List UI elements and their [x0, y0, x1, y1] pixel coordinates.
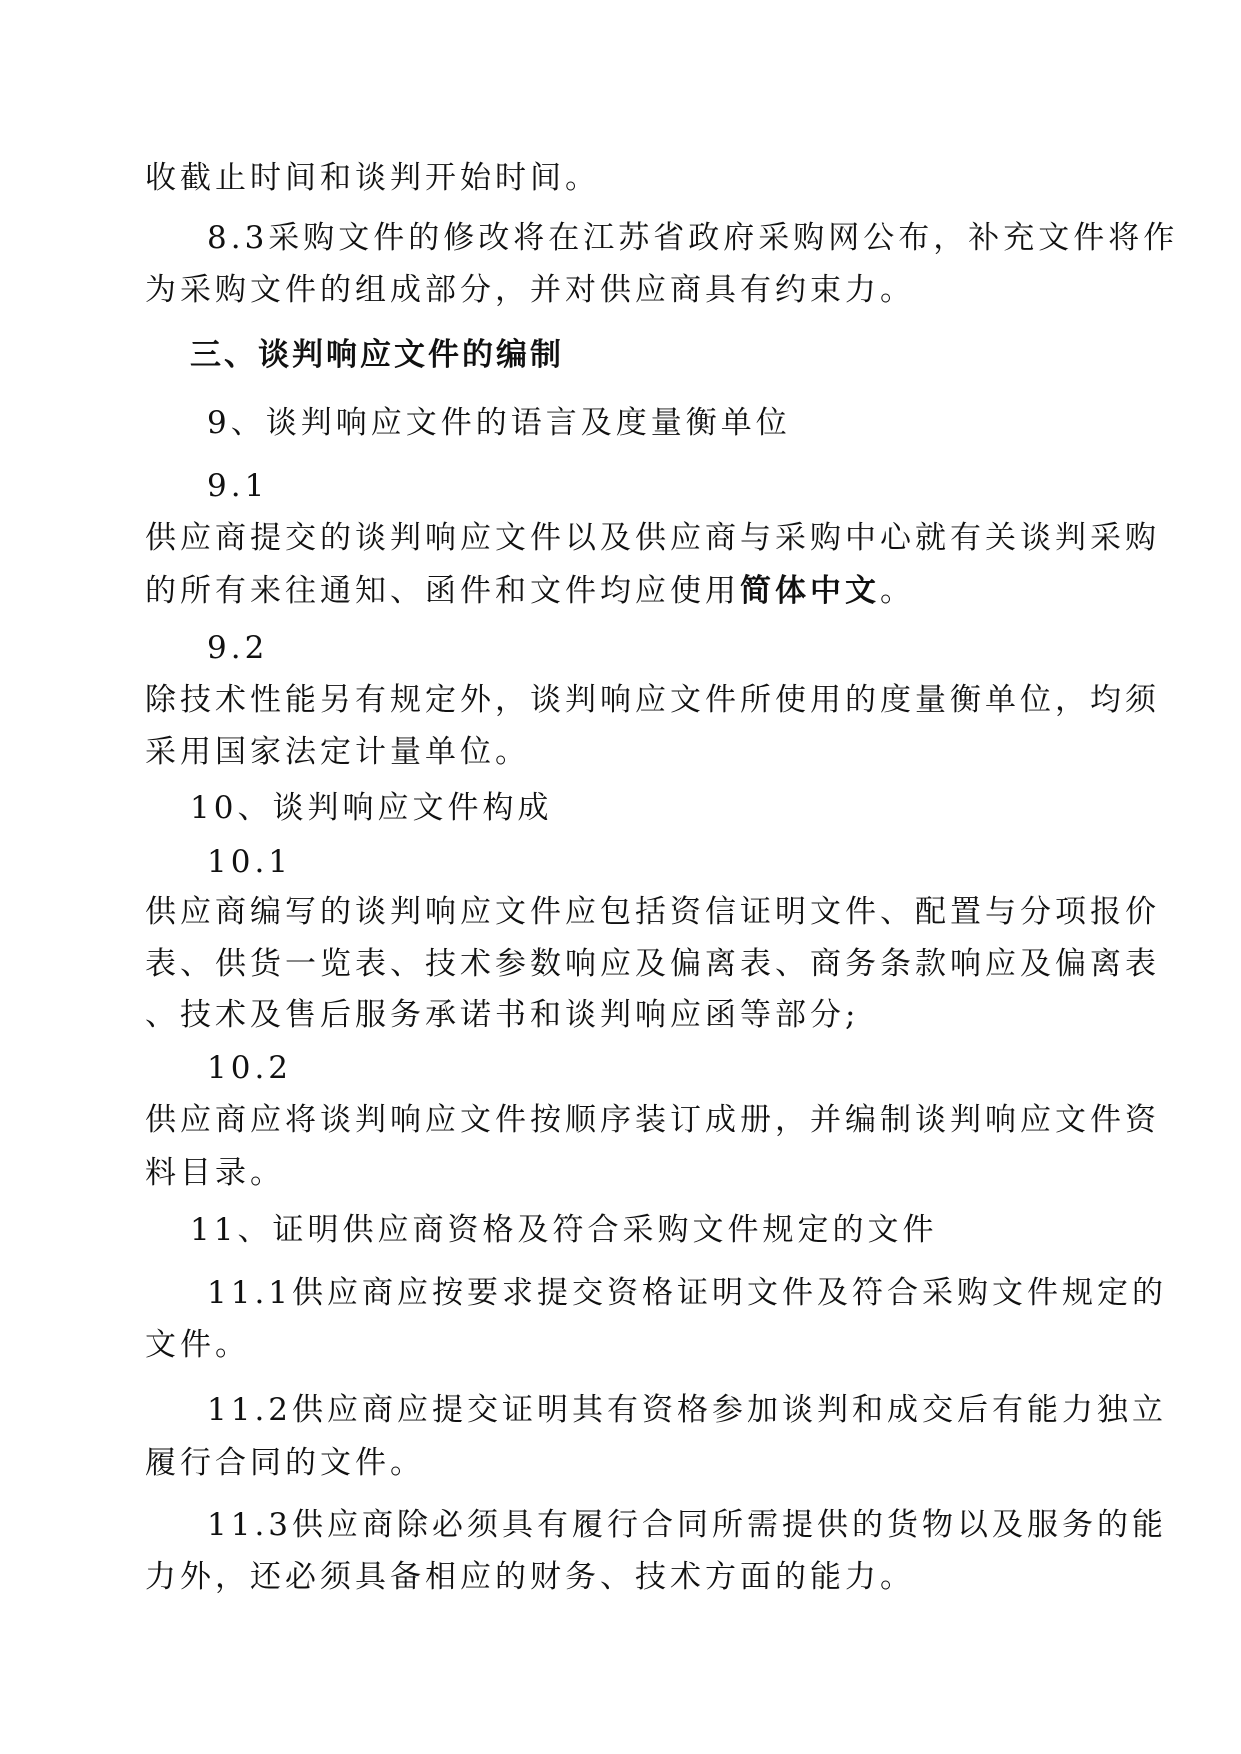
subsection-heading: 11、证明供应商资格及符合采购文件规定的文件 [190, 1212, 938, 1248]
subsection-heading: 9、谈判响应文件的语言及度量衡单位 [207, 405, 791, 441]
text-line: 11.1供应商应按要求提交资格证明文件及符合采购文件规定的 [207, 1275, 1168, 1311]
text-line: 供应商编写的谈判响应文件应包括资信证明文件、配置与分项报价 [145, 894, 1160, 930]
text-line: 供应商提交的谈判响应文件以及供应商与采购中心就有关谈判采购 [145, 520, 1160, 556]
text-line: 11.3供应商除必须具有履行合同所需提供的货物以及服务的能 [207, 1507, 1168, 1543]
text-line: 收截止时间和谈判开始时间。 [145, 160, 600, 196]
subsection-heading: 10、谈判响应文件构成 [190, 790, 553, 826]
text-span: 。 [880, 573, 915, 609]
emphasized-text: 简体中文 [740, 573, 880, 609]
text-line: 供应商应将谈判响应文件按顺序装订成册，并编制谈判响应文件资 [145, 1102, 1160, 1138]
text-line: 除技术性能另有规定外，谈判响应文件所使用的度量衡单位，均须 [145, 682, 1160, 718]
text-line: 11.2供应商应提交证明其有资格参加谈判和成交后有能力独立 [207, 1392, 1168, 1428]
text-line: 8.3采购文件的修改将在江苏省政府采购网公布，补充文件将作 [207, 220, 1179, 256]
text-line: 力外，还必须具备相应的财务、技术方面的能力。 [145, 1559, 915, 1595]
text-line: 采用国家法定计量单位。 [145, 734, 530, 770]
clause-number: 9.1 [207, 468, 269, 504]
text-line: 为采购文件的组成部分，并对供应商具有约束力。 [145, 272, 915, 308]
text-line [145, 571, 915, 611]
clause-number: 10.1 [207, 844, 293, 880]
clause-number: 10.2 [207, 1050, 293, 1086]
text-line: 料目录。 [145, 1155, 285, 1191]
clause-number: 9.2 [207, 630, 269, 666]
text-line: 文件。 [145, 1327, 250, 1363]
text-span: 的所有来往通知、函件和文件均应使用 [145, 573, 740, 609]
text-line: 表、供货一览表、技术参数响应及偏离表、商务条款响应及偏离表 [145, 946, 1160, 982]
text-line: 履行合同的文件。 [145, 1445, 425, 1481]
text-line: 、技术及售后服务承诺书和谈判响应函等部分; [145, 997, 860, 1033]
section-heading: 三、谈判响应文件的编制 [190, 337, 564, 373]
